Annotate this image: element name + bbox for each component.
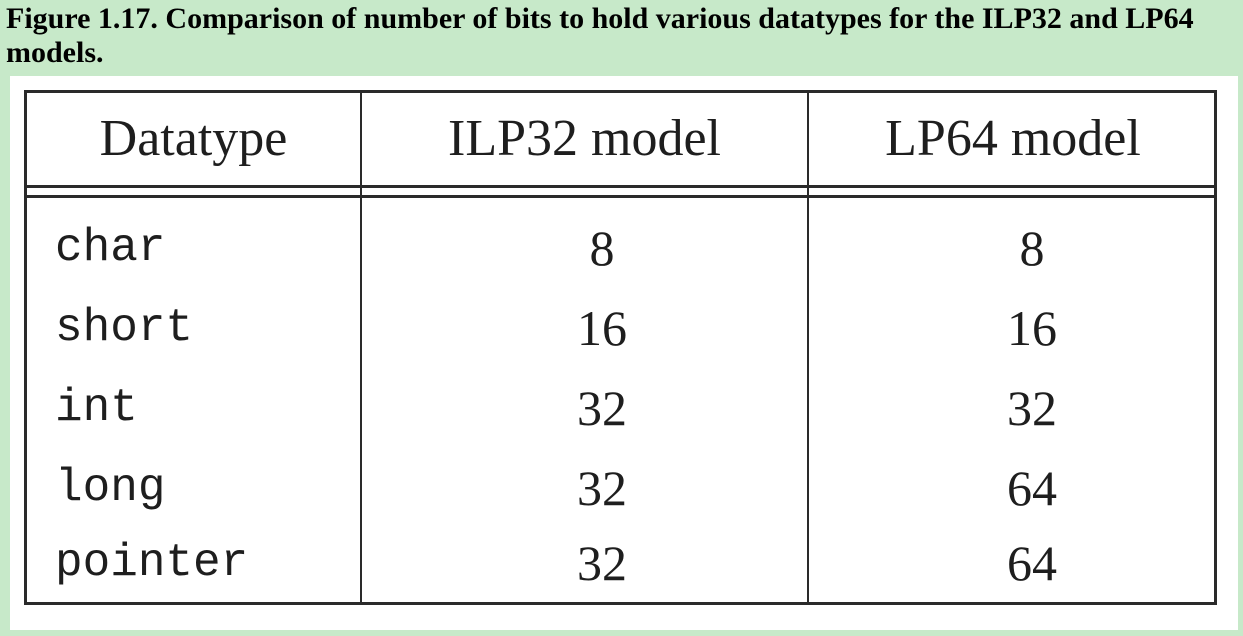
figure-caption: Figure 1.17. Comparison of number of bits to hold various datatypes for the ILP32 and LP64 models.: [6, 2, 1194, 69]
ilp32-cell: 32: [577, 460, 627, 516]
ilp32-cell: 32: [577, 380, 627, 436]
table-row: [27, 208, 1214, 288]
header-datatype: Datatype: [99, 110, 288, 167]
datatype-table: [24, 90, 1217, 605]
datatype-cell: long: [55, 462, 166, 514]
ilp32-cell: 8: [589, 220, 615, 276]
lp64-cell: 32: [1007, 380, 1057, 436]
table-row: [27, 523, 1214, 603]
lp64-cell: 16: [1007, 300, 1057, 356]
datatype-cell: char: [55, 222, 166, 274]
table-row: [27, 448, 1214, 528]
ilp32-cell: 32: [577, 535, 627, 591]
datatype-cell: pointer: [55, 537, 249, 589]
table-row: [27, 288, 1214, 368]
lp64-cell: 64: [1007, 460, 1057, 516]
header-rule: [27, 185, 1214, 188]
lp64-cell: 64: [1007, 535, 1057, 591]
datatype-cell: short: [55, 302, 194, 354]
ilp32-cell: 16: [577, 300, 627, 356]
header-ilp32: ILP32 model: [448, 110, 721, 167]
lp64-cell: 8: [1019, 220, 1045, 276]
table-image: [10, 76, 1238, 630]
header-lp64: LP64 model: [885, 110, 1141, 167]
datatype-cell: int: [55, 382, 138, 434]
header-rule: [27, 195, 1214, 198]
table-row: [27, 368, 1214, 448]
